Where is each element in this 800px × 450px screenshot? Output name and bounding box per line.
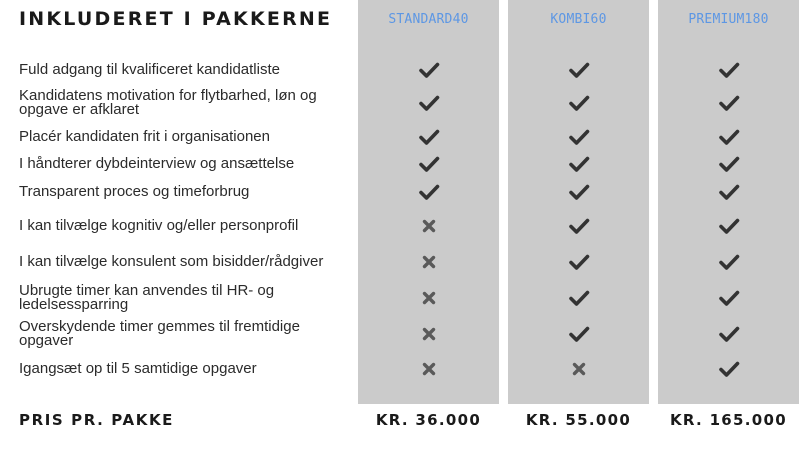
check-icon bbox=[717, 357, 741, 381]
check-icon bbox=[717, 180, 741, 204]
check-icon bbox=[717, 322, 741, 346]
price-premium180: KR. 165.000 bbox=[670, 411, 787, 429]
cross-icon bbox=[417, 322, 441, 346]
feature-label: Igangsæt op til 5 samtidige opgaver bbox=[19, 360, 257, 377]
package-name-kombi60: KOMBI60 bbox=[550, 12, 607, 27]
page-title: INKLUDERET I PAKKERNE bbox=[19, 8, 333, 30]
check-icon bbox=[417, 125, 441, 149]
cross-icon bbox=[417, 214, 441, 238]
feature-label: Transparent proces og timeforbrug bbox=[19, 183, 250, 200]
feature-label: I kan tilvælge kognitiv og/eller personprofil bbox=[19, 217, 299, 234]
feature-label: Fuld adgang til kvalificeret kandidatliste bbox=[19, 61, 280, 78]
check-icon bbox=[567, 286, 591, 310]
cross-icon bbox=[417, 250, 441, 274]
feature-label: I kan tilvælge konsulent som bisidder/rådgiver bbox=[19, 253, 324, 270]
cross-icon bbox=[417, 357, 441, 381]
check-icon bbox=[567, 91, 591, 115]
check-icon bbox=[717, 214, 741, 238]
feature-label: I håndterer dybdeinterview og ansættelse bbox=[19, 155, 295, 172]
check-icon bbox=[717, 286, 741, 310]
check-icon bbox=[717, 91, 741, 115]
check-icon bbox=[567, 125, 591, 149]
check-icon bbox=[417, 91, 441, 115]
feature-label: Kandidatens motivation for flytbarhed, løn og opgave er afklaret bbox=[19, 87, 317, 118]
check-icon bbox=[567, 250, 591, 274]
check-icon bbox=[717, 250, 741, 274]
price-label: PRIS PR. PAKKE bbox=[19, 411, 175, 429]
check-icon bbox=[567, 214, 591, 238]
package-name-standard40: STANDARD40 bbox=[388, 12, 469, 27]
check-icon bbox=[567, 180, 591, 204]
cross-icon bbox=[567, 357, 591, 381]
check-icon bbox=[717, 58, 741, 82]
check-icon bbox=[567, 58, 591, 82]
check-icon bbox=[567, 152, 591, 176]
feature-label: Ubrugte timer kan anvendes til HR- og ledelsessparring bbox=[19, 282, 275, 313]
check-icon bbox=[717, 152, 741, 176]
price-kombi60: KR. 55.000 bbox=[525, 411, 632, 429]
feature-label: Placér kandidaten frit i organisationen bbox=[19, 128, 270, 145]
check-icon bbox=[717, 125, 741, 149]
package-name-premium180: PREMIUM180 bbox=[688, 12, 769, 27]
check-icon bbox=[417, 58, 441, 82]
check-icon bbox=[417, 152, 441, 176]
feature-label: Overskydende timer gemmes til fremtidige opgaver bbox=[19, 318, 300, 349]
check-icon bbox=[567, 322, 591, 346]
cross-icon bbox=[417, 286, 441, 310]
check-icon bbox=[417, 180, 441, 204]
price-standard40: KR. 36.000 bbox=[375, 411, 482, 429]
